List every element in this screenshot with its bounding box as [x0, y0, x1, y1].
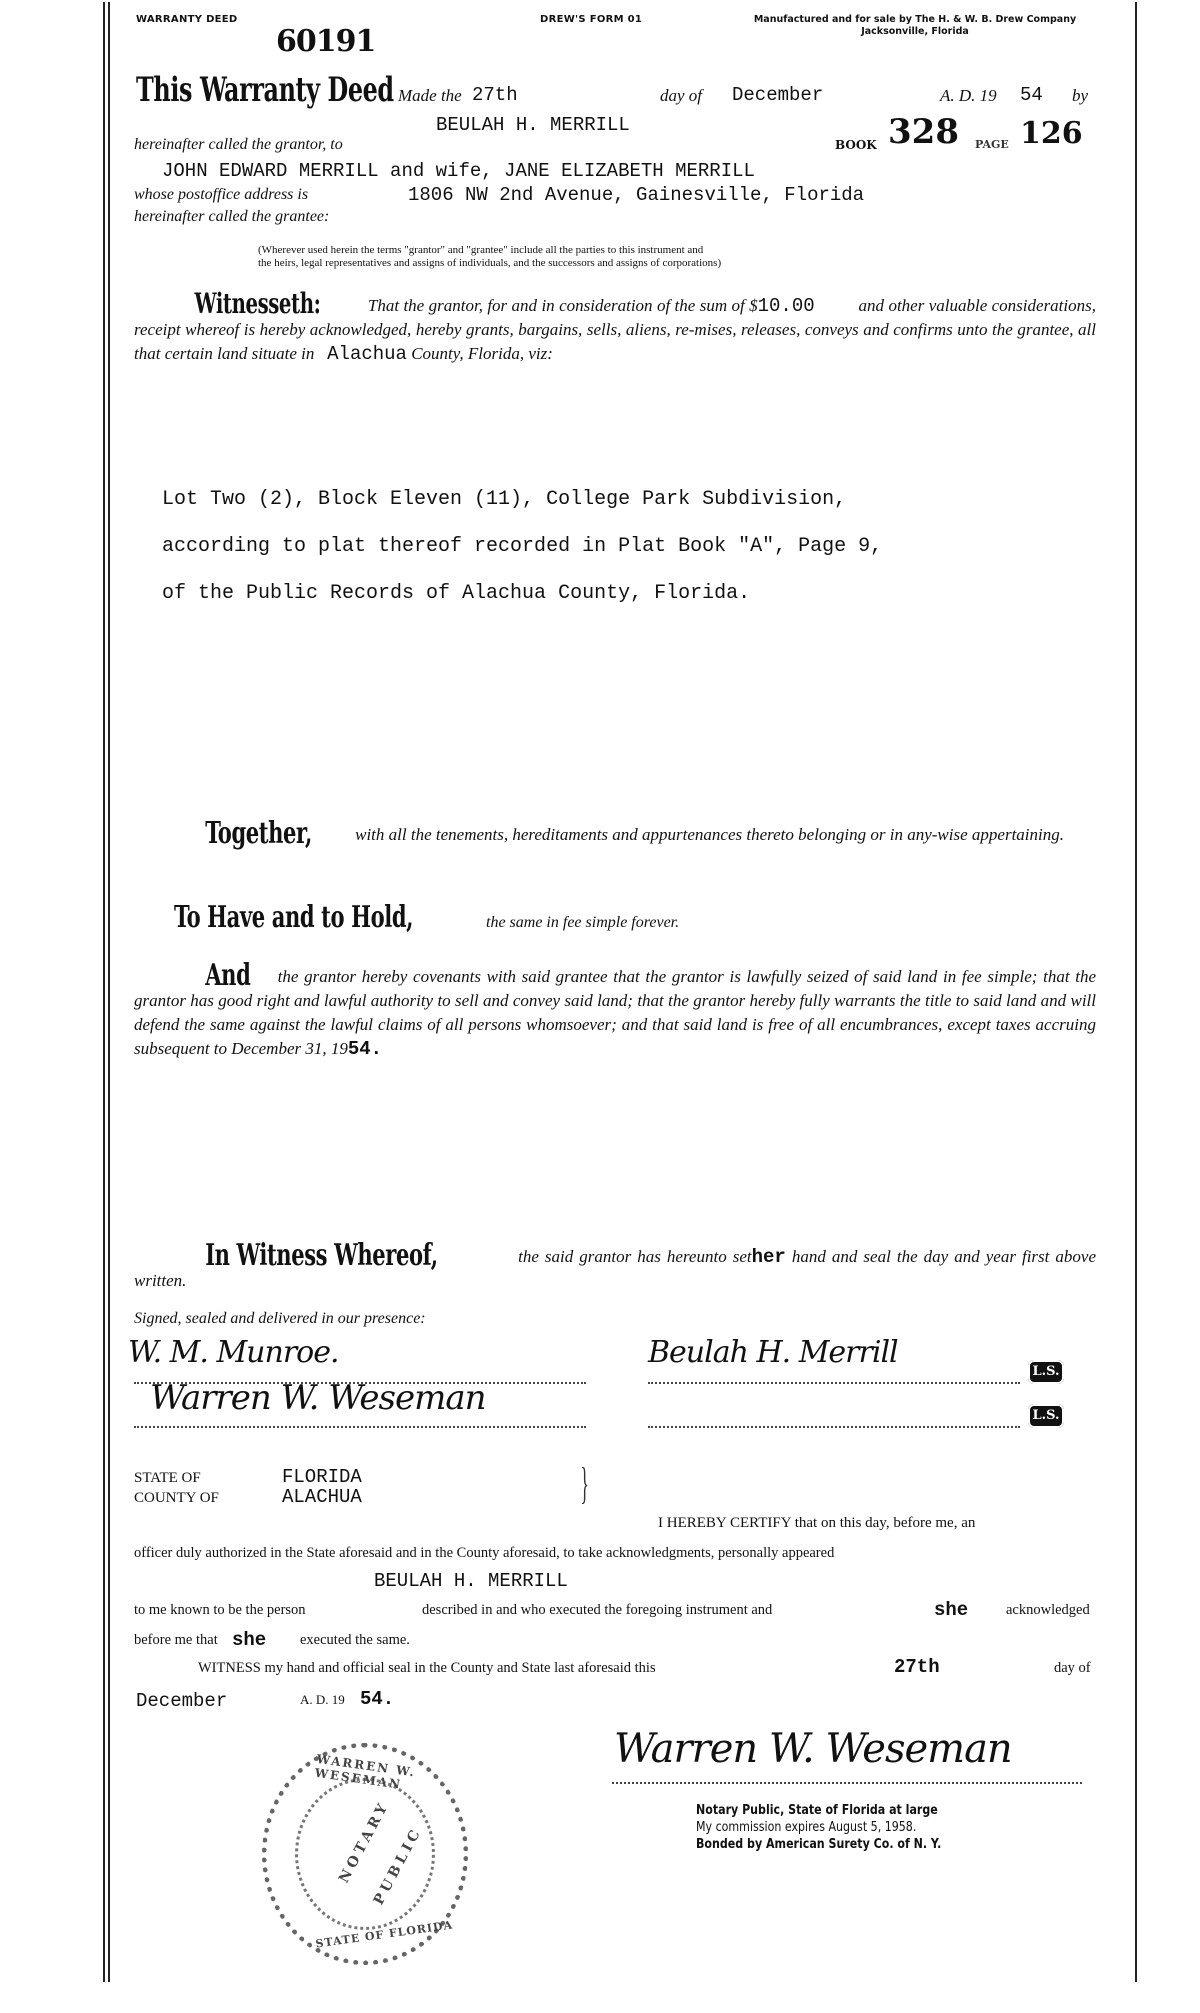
land-county: Alachua	[327, 343, 407, 365]
grantor-signature-line	[648, 1382, 1020, 1384]
manufacturer-line1: Manufactured and for sale by The H. & W. B. Drew Company	[753, 14, 1077, 25]
certify-line: I HEREBY CERTIFY that on this day, before me, an	[658, 1515, 976, 1531]
document-number: 60191	[276, 24, 376, 59]
definitions-line1: (Wherever used herein the terms "grantor" and "grantee" include all the parties to this instrument and	[258, 244, 704, 256]
county-value: ALACHUA	[282, 1486, 362, 1508]
deed-day: 27th	[472, 84, 518, 106]
grantee-name: JOHN EDWARD MERRILL and wife, JANE ELIZABETH MERRILL	[162, 160, 755, 182]
habendum-line	[174, 900, 481, 935]
seal-center-text-2: PUBLIC	[370, 1824, 426, 1908]
in-witness-pronoun: her	[751, 1246, 786, 1268]
form-number: DREW'S FORM 01	[540, 14, 643, 25]
grantee-address: 1806 NW 2nd Avenue, Gainesville, Florida	[408, 184, 865, 206]
form-name: WARRANTY DEED	[136, 14, 238, 25]
witnesseth-heading: Witnesseth:	[194, 287, 321, 320]
witness-ad-prefix: A. D. 19	[300, 1692, 345, 1707]
deed-month: December	[732, 84, 824, 106]
left-double-border	[103, 2, 110, 1982]
covenants-paragraph	[134, 958, 1096, 1061]
second-signature-line	[648, 1426, 1020, 1428]
signed-sealed-label: Signed, sealed and delivered in our presence:	[134, 1310, 426, 1327]
ls-seal-badge-2: L.S.	[1028, 1404, 1064, 1428]
witness2-signature: Warren W. Weseman	[150, 1378, 486, 1418]
officer-line: officer duly authorized in the State aforesaid and in the County aforesaid, to take acknowledgments, personally appeared	[134, 1545, 835, 1561]
seal-bottom-text: STATE OF FLORIDA	[314, 1918, 454, 1951]
executed-label: executed the same.	[300, 1632, 410, 1648]
seal-center-text-1: NOTARY	[336, 1798, 393, 1886]
witness-day: 27th	[894, 1656, 940, 1678]
brace-icon: }	[580, 1459, 589, 1508]
legal-line3: of the Public Records of Alachua County, Florida.	[162, 582, 751, 605]
covenants-year: 54.	[347, 1038, 383, 1060]
together-heading: Together,	[205, 816, 312, 851]
grantee-label: hereinafter called the grantee:	[134, 208, 330, 225]
appeared-name: BEULAH H. MERRILL	[374, 1570, 568, 1592]
ad-prefix: A. D. 19	[940, 86, 997, 105]
covenants-text: the grantor hereby covenants with said grantee that the grantor is lawfully seized of said land in fee simple; that the grantor has good right and lawful authority to sell and convey said land; that the grantor hereby fully warrants the title to said land and will defend the same against the lawful claims of all persons whomsoever; and that said land is free of all encumbrances, except taxes accruing subsequent to December 31, 19	[134, 967, 1096, 1058]
book-number: 328	[888, 112, 959, 152]
witness2-signature-line	[134, 1426, 586, 1428]
notary-seal-icon	[262, 1743, 468, 1965]
address-label: whose postoffice address is	[134, 186, 309, 203]
in-witness-heading: In Witness Whereof,	[205, 1238, 438, 1273]
before-me-label: before me that	[134, 1632, 218, 1648]
witnesseth-paragraph	[134, 287, 1096, 366]
consideration-amount: 10.00	[757, 295, 815, 317]
page-label: PAGE	[975, 138, 1009, 151]
notary-line3: Bonded by American Surety Co. of N. Y.	[696, 1837, 942, 1852]
made-the-label: Made the	[398, 86, 462, 105]
in-witness-text2: hand and seal the day and year first above written.	[134, 1247, 1096, 1290]
deed-year: 54	[1020, 84, 1043, 106]
county-label: COUNTY OF	[134, 1490, 219, 1506]
witness1-signature: W. M. Munroe.	[128, 1335, 339, 1370]
notary-line1: Notary Public, State of Florida at large	[696, 1803, 938, 1818]
grantor-signature: Beulah H. Merrill	[648, 1335, 898, 1370]
state-label: STATE OF	[134, 1470, 201, 1486]
seal-outer-text: WARREN W. WESEMAN	[313, 1751, 417, 1792]
legal-line2: according to plat thereof recorded in Plat Book "A", Page 9,	[162, 535, 883, 558]
in-witness-text1: the said grantor has hereunto set	[518, 1247, 752, 1266]
together-paragraph	[134, 816, 1096, 851]
page-number: 126	[1020, 116, 1083, 151]
habendum-heading: To Have and to Hold,	[174, 900, 414, 935]
known-text2: described in and who executed the foregoing instrument and	[422, 1602, 773, 1618]
legal-description	[162, 476, 882, 617]
covenants-heading: And	[205, 958, 251, 993]
notary-info	[696, 1802, 941, 1853]
notary-line2: My commission expires August 5, 1958.	[696, 1820, 917, 1835]
notary-signature: Warren W. Weseman	[614, 1726, 1012, 1772]
witness-text: WITNESS my hand and official seal in the County and State last aforesaid this	[198, 1660, 656, 1676]
day-of-label: day of	[660, 86, 703, 105]
together-text: with all the tenements, hereditaments and appurtenances thereto belonging or in any-wise appertaining.	[355, 825, 1064, 844]
by-label: by	[1072, 86, 1089, 105]
known-text1: to me known to be the person	[134, 1602, 306, 1618]
habendum-text: the same in fee simple forever.	[486, 914, 680, 931]
grantor-label: hereinafter called the grantor, to	[134, 136, 343, 153]
book-label: BOOK	[835, 138, 877, 152]
definitions-line2: the heirs, legal representatives and assigns of individuals, and the successors and assigns of corporations)	[258, 257, 722, 269]
ack-pronoun-2: she	[232, 1629, 267, 1651]
witnesseth-text1: That the grantor, for and in consideration of the sum of $	[367, 296, 758, 315]
ls-seal-badge-1: L.S.	[1028, 1360, 1064, 1384]
deed-title: This Warranty Deed	[136, 70, 394, 110]
witness-month: December	[136, 1690, 228, 1712]
witnesseth-text2: and other valuable considerations, receipt whereof is hereby acknowledged, hereby grants, bargains, sells, aliens, re-mises, releases, conveys and confirms unto the grantee, all that certain land situate in	[134, 296, 1096, 363]
right-border	[1135, 2, 1137, 1982]
grantor-name: BEULAH H. MERRILL	[436, 114, 630, 136]
witnesseth-text3: County, Florida, viz:	[411, 344, 553, 363]
manufacturer-info	[730, 14, 1100, 38]
witness-day-of-label: day of	[1054, 1660, 1091, 1676]
in-witness-paragraph	[134, 1238, 1096, 1293]
witness-year: 54.	[360, 1688, 395, 1710]
notary-signature-line	[612, 1782, 1082, 1784]
manufacturer-line2: Jacksonville, Florida	[861, 26, 969, 37]
definitions-note	[258, 244, 721, 270]
legal-line1: Lot Two (2), Block Eleven (11), College Park Subdivision,	[162, 488, 847, 511]
acknowledged-label: acknowledged	[1006, 1602, 1090, 1618]
ack-pronoun-1: she	[934, 1599, 969, 1621]
state-value: FLORIDA	[282, 1466, 362, 1488]
